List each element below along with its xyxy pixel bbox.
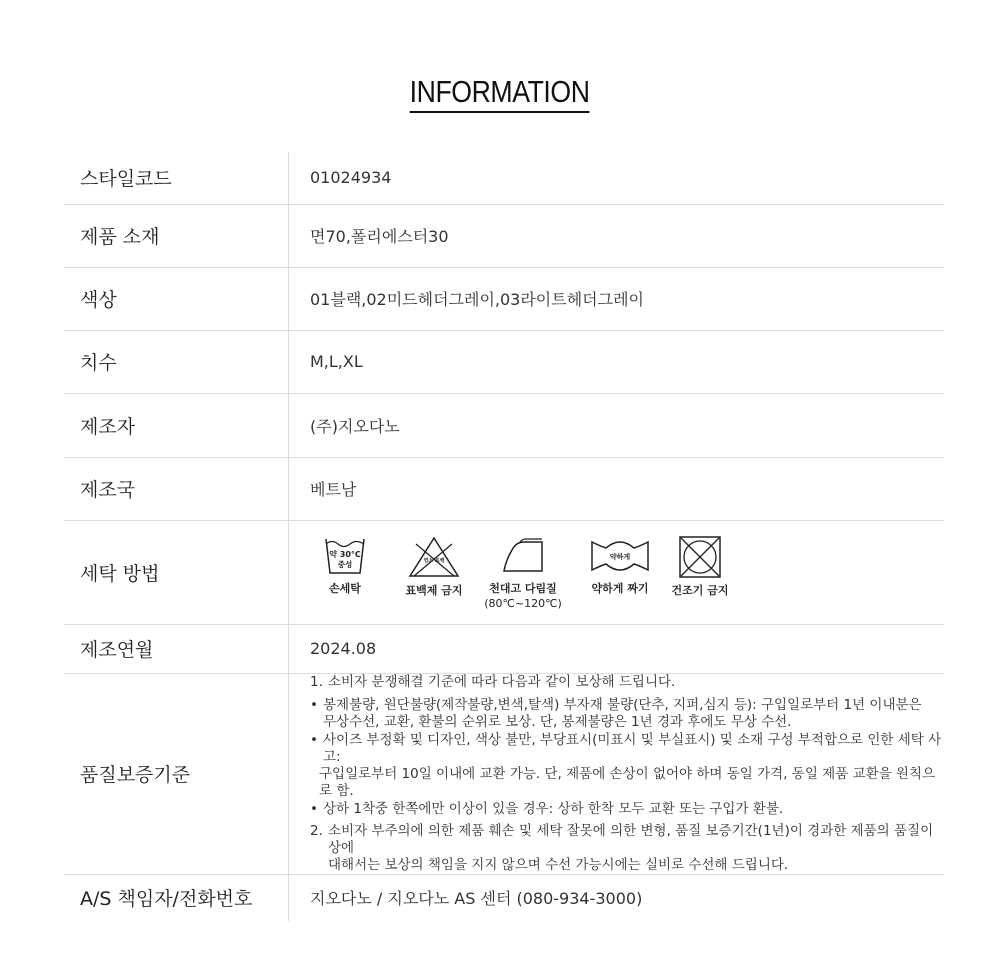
row-country — [64, 457, 944, 520]
value-manufacturer: (주)지오다노 — [289, 393, 945, 457]
policy-item-1-number: 1. — [310, 673, 323, 690]
value-material: 면70,폴리에스터30 — [289, 204, 945, 267]
wash-item-hand-wash — [310, 536, 380, 596]
row-wash — [64, 520, 944, 624]
label-date: 제조연월 — [64, 624, 289, 673]
value-date: 2024.08 — [289, 624, 945, 673]
value-country: 베트남 — [289, 457, 945, 520]
policy-item-2-line-2: 대해서는 보상의 책임을 지지 않으며 수선 가능시에는 실비로 수선해 드립니다. — [328, 856, 789, 873]
value-color: 01블랙,02미드헤더그레이,03라이트헤더그레이 — [289, 267, 945, 330]
policy-bullet-1 — [310, 697, 944, 731]
info-table — [64, 152, 944, 921]
policy-item-2 — [310, 823, 944, 874]
label-as: A/S 책임자/전화번호 — [64, 874, 289, 921]
wash-item-no-tumble-dry — [664, 536, 736, 598]
label-wash: 세탁 방법 — [64, 520, 289, 624]
row-as — [64, 874, 944, 921]
policy-bullet-1-line-2: 무상수선, 교환, 환불의 순위로 보상. 단, 봉제불량은 1년 경과 후에도 무상 수선. — [323, 713, 792, 730]
policy-bullet-3-text: 상하 1착중 한쪽에만 이상이 있을 경우: 상하 한착 모두 교환 또는 구입가 환불. — [323, 800, 784, 817]
policy-item-2-line-1: 소비자 부주의에 의한 제품 훼손 및 세탁 잘못에 의한 변형, 품질 보증기간(1년)이 경과한 제품의 품질이상에 — [328, 822, 934, 856]
policy-bullet-3 — [310, 801, 944, 818]
hand-wash-neutral: 중성 — [337, 559, 353, 569]
value-as: 지오다노 / 지오다노 AS 센터 (080-934-3000) — [310, 889, 643, 909]
label-style-code: 스타일코드 — [64, 152, 289, 204]
row-size — [64, 330, 944, 393]
section-title — [0, 74, 1000, 113]
value-style-code: 01024934 — [289, 152, 945, 204]
hand-wash-icon — [323, 536, 367, 576]
policy-item-2-number: 2. — [310, 822, 323, 839]
label-manufacturer: 제조자 — [64, 393, 289, 457]
value-quality — [289, 673, 945, 874]
quality-policy — [310, 674, 944, 874]
row-quality — [64, 673, 944, 874]
wash-item-gentle-wring — [580, 536, 660, 596]
no-bleach-icon — [408, 536, 460, 578]
policy-bullet-2-line-2: 구입일로부터 10일 이내에 교환 가능. 단, 제품에 손상이 없어야 하며 동일 가격, 동일 제품 교환을 원칙으로 함. — [319, 765, 936, 799]
no-bleach-caption: 표백제 금지 — [405, 583, 463, 597]
wash-item-no-bleach — [398, 536, 470, 598]
policy-item-1-text: 소비자 분쟁해결 기준에 따라 다음과 같이 보상해 드립니다. — [328, 673, 676, 690]
no-tumble-dry-icon — [678, 536, 722, 578]
policy-item-1 — [310, 674, 944, 691]
iron-caption: 천대고 다림질 — [489, 581, 557, 595]
policy-bullet-2 — [310, 732, 944, 800]
label-color: 색상 — [64, 267, 289, 330]
value-wash — [289, 520, 945, 624]
label-country: 제조국 — [64, 457, 289, 520]
gentle-wring-caption: 약하게 짜기 — [591, 581, 649, 595]
no-tumble-dry-caption: 건조기 금지 — [671, 583, 729, 597]
label-quality: 품질보증기준 — [64, 673, 289, 874]
hand-wash-temp: 약 30°C — [329, 549, 361, 559]
bullet: • — [310, 800, 318, 817]
label-material: 제품 소재 — [64, 204, 289, 267]
row-material — [64, 204, 944, 267]
hand-wash-caption: 손세탁 — [329, 581, 361, 595]
wash-symbols — [310, 534, 944, 611]
policy-bullet-1-line-1: 봉제불량, 원단불량(제작불량,변색,탈색) 부자재 불량(단추, 지퍼,심지 등): 구입일로부터 1년 이내분은 — [323, 696, 922, 713]
iron-icon — [500, 536, 546, 576]
wash-item-iron — [478, 536, 568, 611]
row-color — [64, 267, 944, 330]
row-manufacturer — [64, 393, 944, 457]
bullet: • — [310, 696, 318, 713]
iron-temp-range: (80℃~120℃) — [484, 596, 562, 610]
row-style-code — [64, 152, 944, 204]
gentle-wring-icon — [590, 536, 650, 576]
no-bleach-inner: 염소 표백 — [423, 557, 445, 564]
value-size: M,L,XL — [289, 330, 945, 393]
gentle-wring-inner: 약하게 — [609, 552, 631, 561]
title-text: INFORMATION — [410, 74, 590, 113]
row-date — [64, 624, 944, 673]
policy-bullet-2-line-1: 사이즈 부정확 및 디자인, 색상 불만, 부당표시(미표시 및 부실표시) 및 소재 구성 부적합으로 인한 세탁 사고: — [323, 731, 942, 765]
label-size: 치수 — [64, 330, 289, 393]
bullet: • — [310, 731, 318, 748]
